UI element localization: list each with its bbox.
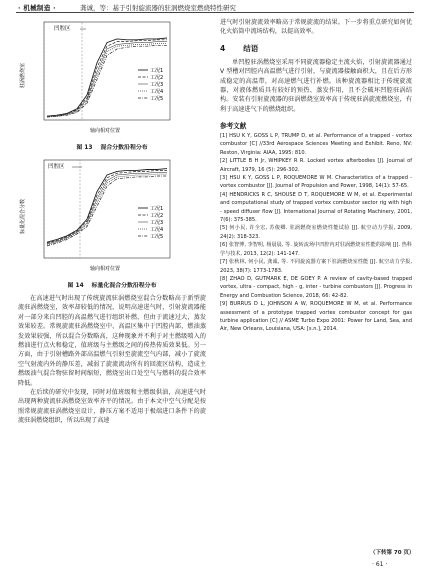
legend-label: 工况4: [150, 88, 164, 95]
legend-label: 工况5: [150, 233, 164, 240]
series-layer: [47, 169, 167, 246]
running-header: [0, 0, 427, 15]
legend-label: 工况5: [150, 95, 164, 102]
x-axis-label: 轴向相对位置: [90, 128, 121, 134]
body-paragraph-continued: 进气时引射旋流效率略高于常规旋流的结果。下一步将重点研究如何优化火焰筒中流场结构，以提高效率。: [220, 19, 412, 36]
series-line: [47, 38, 167, 116]
reference-item: [8] ZHAO D, GUTMARK E, DE GOEY P. A review of cavity-based trapped vortex, ultra - compact, high - g, inter - turbine combustors [J]. Progress in Energy and Combustion Science, 2018, 66: 42-82.: [220, 276, 412, 299]
figure-13-caption-text: 混合分数沿程分布: [100, 145, 148, 151]
figure-13-number: 图 13: [76, 145, 93, 151]
reference-item: [1] HSU K Y, GOSS L P, TRUMP D, et al. Performance of a trapped - vortex combustor [C] //33rd Aerospace Sciences Meeting and Exhibit. Reno, NV: Reston, Virginia: AIAA, 1995: 810.: [220, 133, 412, 156]
reference-item: [6] 张智博, 李智明, 杨晨晨, 等. 旋转流场中凹腔内对驻涡燃烧室性能的影响 [J]. 热科学与技术, 2013, 12(2): 141-147.: [220, 242, 412, 257]
series-line: [47, 45, 167, 117]
series-line: [47, 169, 167, 243]
reference-item: [5] 何小民, 许全宏, 苏俊卿. 驻涡燃烧室燃烧性能试验 [J]. 航空动力学报, 2009, 24(2): 318-323.: [220, 225, 412, 240]
legend-label: 工况1: [150, 67, 164, 74]
figure-14: [18, 156, 206, 278]
reference-item: [9] BURRUS D L, JOHNSON A W, ROQUEMORE W M, et al. Performance assessment of a prototype trapped vortex combustor concept for gas turbine application [C] // ASME Turbo Expo 2001: Power for Land, Sea, and Air, New Orleans, Louisiana, USA: [s.n.], 2014.: [220, 301, 412, 332]
legend: [138, 67, 163, 102]
continued-note: （下转第 70 页）: [370, 550, 415, 556]
section-heading: [220, 43, 412, 54]
figure-14-number: 图 14: [67, 283, 84, 289]
right-column: [220, 18, 412, 334]
figure-14-caption-text: 标量化混合分数沿程分布: [91, 283, 157, 289]
series-line: [47, 174, 167, 245]
reference-item: [3] HSU K Y, GOSS L P, ROQUEMORE W M. Characteristics of a trapped - vortex combustor [J]. Journal of Propulsion and Power, 1998, 14(1): 57-65.: [220, 175, 412, 190]
legend-label: 工况4: [150, 226, 164, 233]
page-number: · 61 ·: [372, 561, 388, 568]
running-title: 龚诚，等：基于引射旋流器的驻涡燃烧室燃烧特性研究: [80, 4, 236, 12]
legend-label: 工况1: [150, 205, 164, 212]
series-line: [47, 40, 167, 116]
series-line: [47, 176, 167, 246]
body-paragraph: 在高速进气时出现了传统旋流驻涡燃烧室混合分数略高于新型旋流驻涡燃烧室，效率却较低的情况，说明高速进气时，引射旋流器能对一部分来自凹腔的高温燃气进行组织补燃，但由于流速过大，蒸发效果较差。常规旋流驻涡燃烧室中，高温区集中于凹腔内部，燃油蒸发效果较强，所以混合分数略高，这种现象并不利于对主燃级喷入的燃油进行点火和稳定，值班级与主燃级之间的传热传质效果低。另一方面，由于引射槽路外部高温燃气引射至旋流空气内部，减小了旋流空气射流内外的静压差，减弱了旋流流动所有的回流区结构，造成主燃级油气混合物驻留时间缩短，燃烧室出口处空气与燃料的混合效率降低。: [18, 295, 206, 387]
reference-item: [7] 张秋林, 何小民, 龚诚, 等. 不同旋流器方案下驻涡燃烧室性能 [J]. 航空动力学报, 2023, 38(7): 1773-1783.: [220, 259, 412, 274]
series-line: [47, 44, 167, 117]
section-number: 4: [220, 43, 226, 53]
series-line: [47, 170, 167, 243]
reference-item: [4] HENDRICKS R C, SHOUSE D T, ROQUEMORE W M, et al. Experimental and computational study of trapped vortex combustor sector rig with high - speed diffuser flow [J]. International Journal of Rotating Machinery, 2001, 7(6): 375-385.: [220, 192, 412, 223]
figure-13-caption: [18, 142, 206, 151]
legend: [138, 205, 163, 240]
figure-14-caption: [18, 280, 206, 289]
conclusion-paragraph: 单凹腔驻涡燃烧室采用不同旋流器稳定主流火焰，引射旋流器通过 V 型槽对凹腔内高温燃气进行引射，与旋流器接触面积大，且在后方形成稳定的高温带，对高速燃气进行补燃。该种旋流器相比于传统旋流器，对液体燃质具有较好的预热、蒸发作用，且不会破坏凹腔驻涡结构。安装有引射旋流器的驻涡燃烧室效率高于传统驻涡旋流燃烧室，有利于高速进气下的燃烧组织。: [220, 58, 412, 113]
figure-14-chart: [18, 156, 206, 278]
x-axis-label: 轴向相对位置: [90, 266, 121, 272]
section-title: 结语: [243, 43, 259, 53]
legend-label: 工况3: [150, 219, 164, 226]
series-layer: [47, 38, 167, 117]
cavity-callout: 凹腔区: [48, 164, 65, 170]
series-line: [47, 42, 167, 117]
header-rule: [16, 12, 414, 13]
figure-13: [18, 18, 206, 140]
legend-label: 工况2: [150, 212, 164, 219]
cavity-callout: 凹腔区: [54, 26, 71, 32]
references-heading: 参考文献: [220, 122, 247, 131]
left-column: [18, 18, 206, 426]
legend-label: 工况2: [150, 74, 164, 81]
journal-name: · 机械制造 ·: [18, 4, 56, 12]
body-paragraph: 在后续的研究中发现，同时对值班级和主燃级供油，高速进气时出现两种旋流驻涡燃烧室效率齐平的情况。由于本文中空气分配是按照常规旋流驻涡燃烧室设计，静压方案不适用于极端进口条件下的旋流驻涡燃烧组织，所以出现了高速: [18, 389, 206, 425]
figure-13-chart: [18, 18, 206, 140]
cavity-region-box: [44, 22, 82, 120]
reference-item: [2] LITTLE B H Jr, WHIPKEY R R. Locked vortex afterbodies [J]. Journal of Aircraft, 1979, 16 (5): 296-302.: [220, 158, 412, 173]
y-axis-label: 标量化混合分数: [20, 198, 26, 234]
y-axis-label: 驻涡燃烧室: [20, 62, 26, 88]
legend-label: 工况3: [150, 81, 164, 88]
series-line: [47, 172, 167, 244]
